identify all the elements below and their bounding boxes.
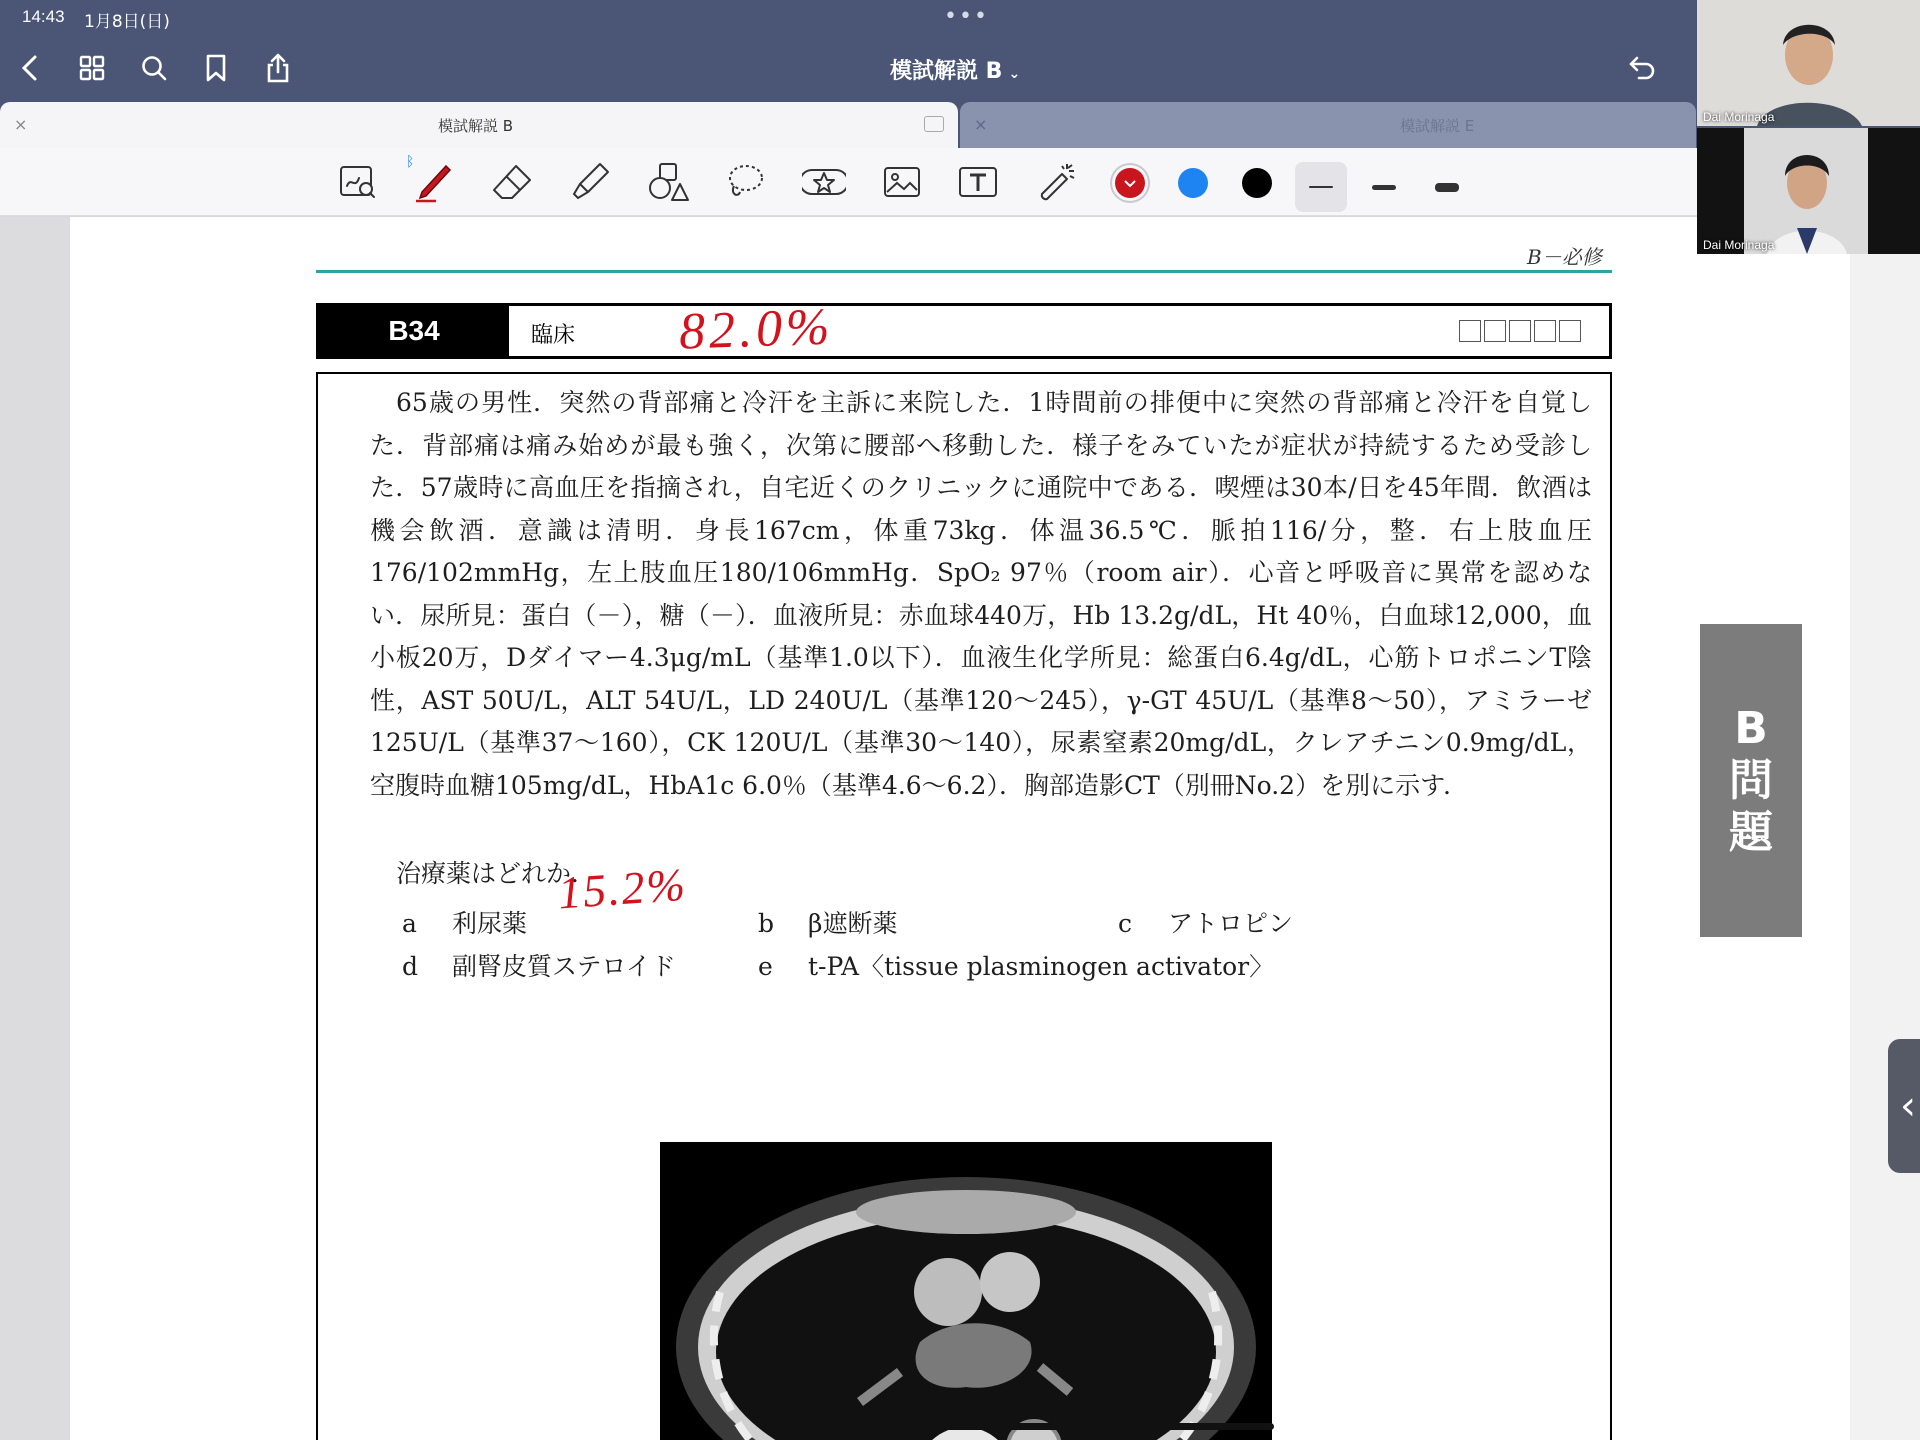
side-tab-char: B xyxy=(1734,702,1768,754)
tab-mock-exam-b[interactable] xyxy=(0,102,958,148)
zoom-window-icon[interactable] xyxy=(334,160,382,204)
question-type: 臨床 xyxy=(531,323,576,348)
choice-a xyxy=(402,904,527,940)
laser-pointer-icon[interactable] xyxy=(1032,160,1080,204)
choice-text: t-PA〈tissue plasminogen activator〉 xyxy=(808,952,1275,981)
choice-letter: b xyxy=(758,909,775,938)
split-view-icon[interactable] xyxy=(924,116,944,132)
search-icon[interactable] xyxy=(132,46,176,90)
avatar xyxy=(1697,0,1920,126)
choice-text: アトロピン xyxy=(1168,909,1294,938)
choice-c xyxy=(1118,904,1293,940)
question-header xyxy=(316,298,1612,361)
color-red-swatch[interactable] xyxy=(1115,168,1145,198)
drawing-toolbar xyxy=(0,148,1920,216)
stroke-thick-option[interactable] xyxy=(1421,162,1473,212)
section-side-tab xyxy=(1700,624,1802,937)
lasso-tool-icon[interactable] xyxy=(722,160,770,204)
header-rule xyxy=(316,270,1612,273)
choice-letter: e xyxy=(758,952,773,981)
check-box[interactable] xyxy=(1559,320,1581,342)
participant-name: Dai Morinaga xyxy=(1703,110,1775,124)
question-body xyxy=(316,372,1612,1440)
check-boxes[interactable] xyxy=(1459,320,1581,342)
tab-close-icon[interactable]: × xyxy=(974,115,988,134)
tab-label: 模試解説 B xyxy=(438,117,514,135)
avatar xyxy=(1697,128,1920,254)
color-black-swatch[interactable] xyxy=(1242,168,1272,198)
check-box[interactable] xyxy=(1534,320,1556,342)
side-tab-char: 題 xyxy=(1729,806,1773,858)
choice-text: β遮断薬 xyxy=(808,909,898,938)
sidebar-drawer-handle[interactable]: ‹ xyxy=(1888,1039,1920,1173)
choice-letter: a xyxy=(402,909,417,938)
color-blue-swatch[interactable] xyxy=(1178,168,1208,198)
participant-video-2[interactable] xyxy=(1697,128,1920,254)
canvas-margin xyxy=(1850,217,1920,1440)
choice-e xyxy=(758,947,1274,983)
choice-d xyxy=(402,947,676,983)
stroke-medium-option[interactable] xyxy=(1358,162,1410,212)
document-title: 模試解説 B xyxy=(890,59,1003,84)
check-box[interactable] xyxy=(1509,320,1531,342)
status-date: 1月8日(日) xyxy=(84,12,170,32)
pen-tool-icon[interactable] xyxy=(410,160,458,204)
question-stem: 65歳の男性．突然の背部痛と冷汗を主訴に来院した．1時間前の排便中に突然の背部痛と冷汗を自覚した．背部痛は痛み始めが最も強く，次第に腰部へ移動した．様子をみていたが症状が持続するため受診した．57歳時に高血圧を指摘され，自宅近くのクリニックに通院中である．喫煙は30本/日を45年間．飲酒は機会飲酒．意識は清明．身長167cm，体重73kg．体温36.5℃．脈拍116/分，整．右上肢血圧176/102mmHg，左上肢血圧180/106mmHg．SpO₂ 97％（room air）．心音と呼吸音に異常を認めない．尿所見：蛋白（－），糖（－）．血液所見：赤血球440万，Hb 13.2g/dL，Ht 40％，白血球12,000，血小板20万，Dダイマー4.3μg/mL（基準1.0以下）．血液生化学所見：総蛋白6.4g/dL，心筋トロポニンT陰性，AST 50U/L，ALT 54U/L，LD 240U/L（基準120～245），γ-GT 45U/L（基準8～50），アミラーゼ125U/L（基準37～160），CK 120U/L（基準30～140），尿素窒素20mg/dL，クレアチニン0.9mg/dL，空腹時血糖105mg/dL，HbA1c 6.0％（基準4.6～6.2）．胸部造影CT（別冊No.2）を別に示す． xyxy=(370,388,1592,800)
participant-video-1[interactable] xyxy=(1697,0,1920,126)
undo-icon[interactable] xyxy=(1620,46,1664,90)
choice-letter: c xyxy=(1118,909,1133,938)
home-indicator[interactable] xyxy=(788,1423,1274,1430)
image-tool-icon[interactable] xyxy=(878,160,926,204)
sticker-tool-icon[interactable] xyxy=(800,160,848,204)
participant-name: Dai Morinaga xyxy=(1703,238,1775,252)
shape-tool-icon[interactable] xyxy=(644,160,692,204)
multitask-dots-icon[interactable]: ••• xyxy=(944,4,989,29)
eraser-tool-icon[interactable] xyxy=(488,160,536,204)
check-box[interactable] xyxy=(1484,320,1506,342)
handwritten-choice-rate: 15.2% xyxy=(556,858,689,919)
choice-letter: d xyxy=(402,952,419,981)
document-page[interactable] xyxy=(70,217,1850,1440)
choice-b xyxy=(758,904,897,940)
choice-text: 利尿薬 xyxy=(452,909,528,938)
document-canvas[interactable] xyxy=(0,217,1920,1440)
status-bar xyxy=(0,0,1920,34)
side-tab-char: 問 xyxy=(1729,754,1773,806)
share-icon[interactable] xyxy=(256,46,300,90)
chest-ct-image xyxy=(660,1142,1272,1440)
choice-text: 副腎皮質ステロイド xyxy=(452,952,676,981)
status-time: 14:43 xyxy=(22,7,65,26)
highlighter-tool-icon[interactable] xyxy=(566,160,614,204)
stroke-thin-option[interactable] xyxy=(1295,162,1347,212)
tab-close-icon[interactable]: × xyxy=(14,115,28,134)
document-title-menu[interactable] xyxy=(890,54,1020,85)
document-tabs xyxy=(0,102,1920,148)
thumbnail-grid-icon[interactable] xyxy=(70,46,114,90)
chevron-down-icon: ⌄ xyxy=(1008,66,1021,82)
bookmark-icon[interactable] xyxy=(194,46,238,90)
section-tag: B－必修 xyxy=(1527,245,1602,269)
tab-mock-exam-e[interactable] xyxy=(960,102,1696,148)
handwritten-correct-rate: 82.0% xyxy=(678,298,835,361)
question-prompt: 治療薬はどれか． xyxy=(396,859,597,888)
question-number: B34 xyxy=(319,306,509,356)
check-box[interactable] xyxy=(1459,320,1481,342)
bluetooth-icon: ᛒ xyxy=(406,154,415,170)
tab-label: 模試解説 E xyxy=(1400,117,1475,135)
text-tool-icon[interactable] xyxy=(954,160,1002,204)
back-icon[interactable] xyxy=(8,46,52,90)
nav-bar xyxy=(0,34,1920,102)
